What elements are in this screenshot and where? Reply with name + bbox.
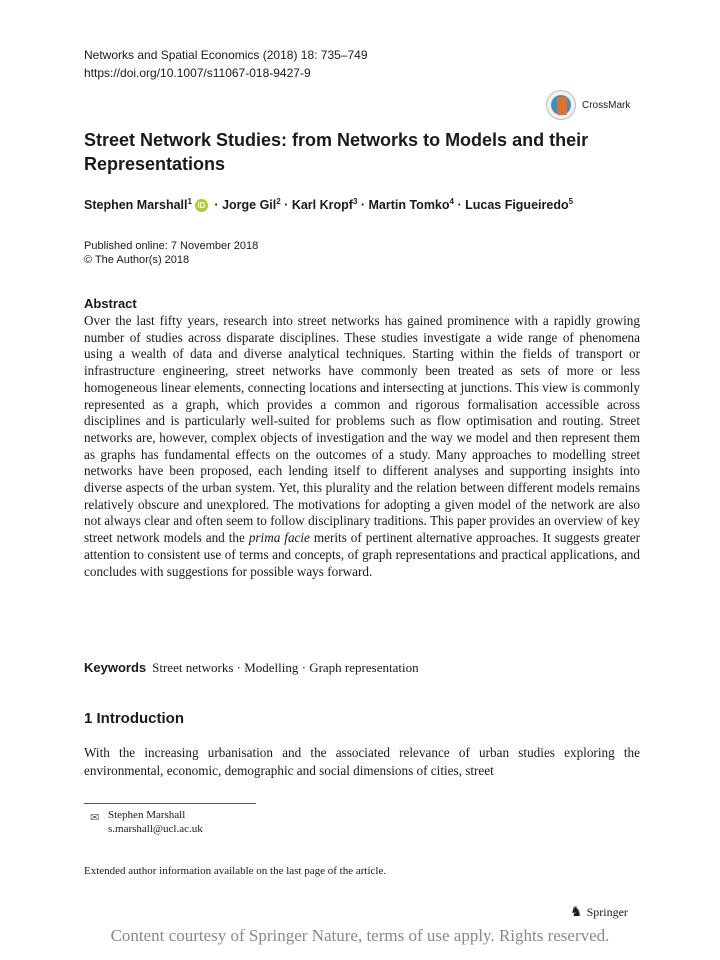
corresponding-author-email[interactable]: s.marshall@ucl.ac.uk [108, 823, 203, 835]
author-name[interactable]: Stephen Marshall [84, 198, 188, 213]
published-date: Published online: 7 November 2018 [84, 240, 259, 252]
courtesy-watermark: Content courtesy of Springer Nature, terms of use apply. Rights reserved. [110, 926, 610, 945]
keywords-line [84, 660, 419, 676]
orcid-icon[interactable]: iD [195, 199, 208, 212]
crossmark-badge[interactable] [546, 90, 666, 120]
author-separator: · [210, 198, 223, 213]
author-affiliation: 2 [276, 197, 281, 206]
crossmark-icon [546, 90, 576, 120]
extended-author-info: Extended author information available on the last page of the article. [84, 865, 387, 877]
publisher-logo [570, 904, 628, 921]
envelope-icon: ✉ [90, 812, 100, 824]
abstract-text-part-2: merits of pertinent alternative approaches. It suggests greater attention to consistent use of terms and concepts, of graph representations and practical applications, and concludes with suggestions for possible ways forward. [84, 530, 640, 579]
author-affiliation: 1 [187, 197, 192, 206]
author-list [84, 197, 573, 212]
author-affiliation: 4 [449, 197, 454, 206]
abstract-text [84, 313, 640, 580]
doi-link[interactable]: https://doi.org/10.1007/s11067-018-9427-9 [84, 66, 311, 80]
introduction-text: With the increasing urbanisation and the associated relevance of urban studies exploring the environmental, economic, demographic and social dimensions of cities, street [84, 745, 640, 778]
copyright-notice: © The Author(s) 2018 [84, 254, 190, 266]
crossmark-label: CrossMark [582, 99, 631, 111]
author-separator: · [453, 198, 466, 213]
author-name[interactable]: Karl Kropf [291, 198, 353, 213]
abstract-italic-phrase: prima facie [248, 530, 310, 546]
author-affiliation: 5 [568, 197, 574, 206]
author-name[interactable]: Lucas Figueiredo [465, 198, 569, 213]
paper-title: Street Network Studies: from Networks to Models and their Representations [84, 130, 589, 174]
footnote-divider [84, 803, 256, 804]
author-name[interactable]: Jorge Gil [222, 198, 277, 213]
corresponding-author-name: Stephen Marshall [108, 809, 186, 821]
publisher-name: Springer [586, 905, 628, 919]
abstract-heading: Abstract [84, 296, 137, 311]
keywords-label: Keywords [84, 660, 147, 675]
author-separator: · [357, 198, 369, 213]
abstract-text-part-1: Over the last fifty years, research into street networks has gained prominence with a rapidly growing number of studies across disparate disciplines. These studies investigate a wide range of phenomena using a wealth of data and diverse analytical techniques. Starting within the fields of transport or infrastructure engineering, street networks have commonly been treated as sets of more or less homogeneous linear elements, connecting locations and intersecting at junctions. This view is commonly represented as a graph, which provides a common and rigorous formalisation accessible across disciplines and is particularly well-suited for problems such as flow optimisation and routing. Street networks are, however, complex objects of investigation and the way we model and then represent them as graphs has fundamental effects on the outcomes of a study. Many approaches to modelling street networks have been proposed, each lending itself to different analyses and supporting insights into diverse aspects of the urban system. Yet, this plurality and the relation between different models remains relatively obscure and unexplored. The motivations for adopting a given model of the network are also not always clear and often seem to follow disciplinary traditions. This paper provides an overview of key street network models and the [84, 313, 640, 546]
author-name[interactable]: Martin Tomko [368, 198, 450, 213]
author-affiliation: 3 [352, 197, 358, 206]
author-separator: · [280, 198, 292, 213]
journal-citation: Networks and Spatial Economics (2018) 18: 735–749 [84, 48, 368, 62]
keywords-text: Street networks · Modelling · Graph representation [152, 660, 419, 675]
section-heading-introduction: 1 Introduction [84, 710, 184, 727]
springer-horse-icon: ♞ [570, 905, 583, 920]
